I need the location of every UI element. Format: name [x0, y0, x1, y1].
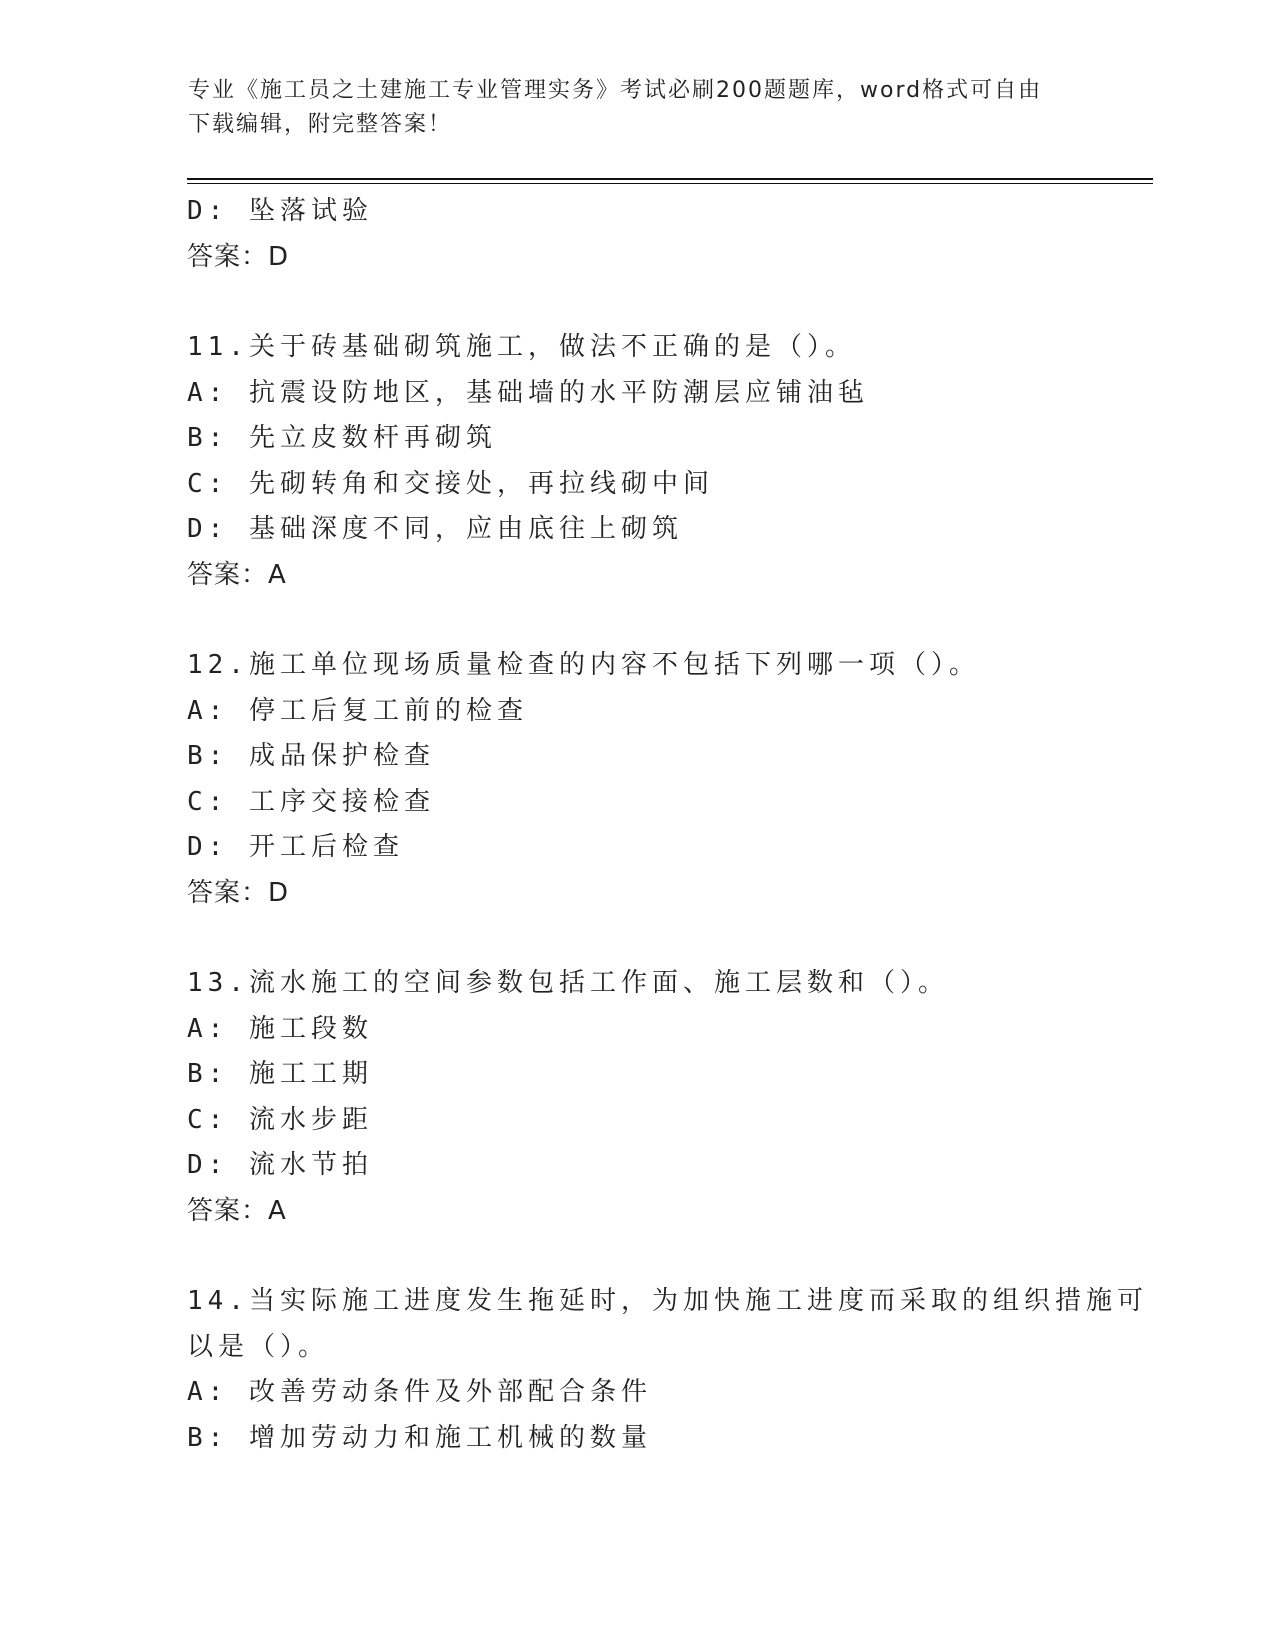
answer-line: 答案：D [187, 241, 290, 272]
option-c: C: 工序交接检查 [187, 786, 435, 817]
option-a: A: 停工后复工前的检查 [187, 695, 528, 726]
answer-line: 答案：D [187, 877, 290, 908]
option-c: C: 先砌转角和交接处，再拉线砌中间 [187, 468, 714, 499]
spacer [187, 280, 1147, 325]
spacer [187, 1234, 1147, 1279]
option-d: D: 流水节拍 [187, 1150, 373, 1180]
question-stem-line-2: 以是（）。 [187, 1331, 330, 1362]
option-d: D: 坠落试验 [187, 196, 373, 226]
spacer [187, 598, 1147, 643]
option-b: B: 增加劳动力和施工机械的数量 [187, 1422, 652, 1453]
question-stem: 11.关于砖基础砌筑施工，做法不正确的是（）。 [187, 332, 856, 362]
option-c: C: 流水步距 [187, 1104, 373, 1135]
option-d: D: 基础深度不同，应由底往上砌筑 [187, 514, 683, 544]
option-a: A: 改善劳动条件及外部配合条件 [187, 1377, 652, 1407]
option-d: D: 开工后检查 [187, 832, 404, 862]
answer-line: 答案：A [187, 1195, 287, 1226]
question-list [187, 189, 1147, 1461]
question-stem: 12.施工单位现场质量检查的内容不包括下列哪一项（）。 [187, 650, 980, 680]
carry-over-block [187, 189, 1147, 280]
header-title-line-2: 下载编辑，附完整答案！ [188, 112, 453, 137]
question-stem: 13.流水施工的空间参数包括工作面、施工层数和（）。 [187, 968, 949, 998]
question-13 [187, 961, 1147, 1234]
header-divider-thin [187, 183, 1153, 184]
page-header [188, 74, 1088, 142]
option-b: B: 先立皮数杆再砌筑 [187, 423, 497, 453]
option-a: A: 抗震设防地区，基础墙的水平防潮层应铺油毡 [187, 377, 869, 408]
question-12 [187, 643, 1147, 916]
option-a: A: 施工段数 [187, 1013, 373, 1044]
option-b: B: 施工工期 [187, 1059, 373, 1089]
question-stem-line-1: 14.当实际施工进度发生拖延时，为加快施工进度而采取的组织措施可 [187, 1286, 1148, 1316]
header-divider-thick [187, 178, 1153, 180]
spacer [187, 916, 1147, 961]
question-14 [187, 1279, 1147, 1461]
answer-line: 答案：A [187, 559, 287, 590]
option-b: B: 成品保护检查 [187, 741, 435, 771]
question-11 [187, 325, 1147, 598]
header-title-line-1: 专业《施工员之土建施工专业管理实务》考试必刷200题题库，word格式可自由 [188, 78, 1043, 103]
